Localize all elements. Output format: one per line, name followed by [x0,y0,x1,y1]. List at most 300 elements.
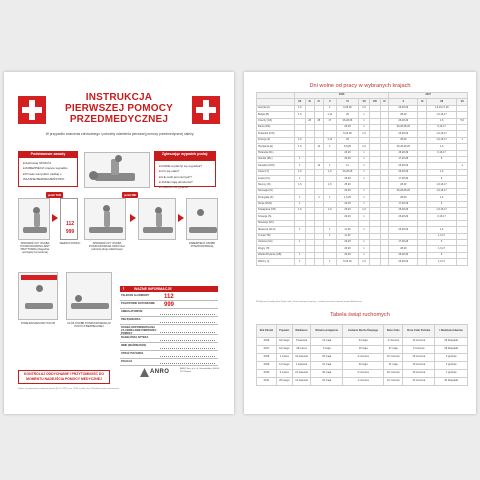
table-cell: 2031 [257,378,277,386]
table-cell: 3 grudnia [435,354,468,362]
company-logo [138,368,178,378]
info-label: POGOTOWIE RATUNKOWE [121,302,155,305]
country-cell: Francja (F) [257,137,295,143]
info-label: NAJBLIŻSZA APTEKA [121,336,149,339]
table-cell: 1,6 [359,131,370,137]
table-cell: 26,28,29 [389,169,418,175]
table-cell: 1 [359,246,370,252]
table-cell: 26,28 [336,176,359,182]
table-column-header: XI [418,99,426,105]
table-cell: 1,6 [426,144,457,150]
table-cell: 1,6 [295,182,306,188]
table-cell: 9 czerwca [343,370,384,378]
table-cell: 2027 [257,346,277,354]
table-cell: 1,6,25 [336,195,359,201]
logo-text: ANRO [150,369,170,375]
table-cell: 1 [359,176,370,182]
table-cell: 2028 [257,354,277,362]
info-row [120,359,218,366]
table-cell: 1 [359,201,370,207]
table-cell: 1 [359,252,370,258]
table-cell: 1 [359,124,370,130]
poster-title-line: PRZEDMEDYCZNEJ [69,114,169,125]
table-cell: 1,6,16,17 [426,182,457,188]
table-cell: 14 czerwca [403,338,435,346]
info-row [120,351,218,359]
table-cell: 17,28,29 [389,201,418,207]
table-cell: 1 [359,112,370,118]
info-row [120,325,218,335]
table-cell: 1,6 [359,259,370,265]
table-cell: 1,6 [426,169,457,175]
table-cell: 26,28,28,29 [389,124,418,130]
table-cell: 12 czerwca [384,378,403,386]
table-cell: 26,28,29 [389,163,418,169]
country-cell: Finlandia (FIN) [257,131,295,137]
table-cell: 1,6 [295,105,306,111]
table-cell: 21 kwietnia [292,370,311,378]
table-column-header: III [305,99,314,105]
table-cell: 26,28,29 [389,105,418,111]
table-cell: 10 maja [311,362,343,370]
yes-tag: jeżeli TAK [48,193,62,197]
call-item: ■ JAKIE mają obrażenia? [159,180,212,185]
table-cell: 1,6 [295,112,306,118]
table-cell: 1 [457,137,468,143]
table-column-header: VII [359,99,370,105]
country-cell: Dania (DK) [257,124,295,130]
table-cell: 25 maja [311,354,343,362]
table-row [257,370,468,378]
table-cell: 1,6,17 [426,246,457,252]
table-cell: 1 [295,239,306,245]
table-row [257,354,468,362]
year-header: 2027 [389,93,468,99]
first-aid-poster-page [4,72,234,414]
table-cell: 14 maja [311,338,343,346]
table-cell: 5 kwietnia [292,338,311,346]
table-cell: 12 [314,144,323,150]
table-cell: 2030 [257,370,277,378]
poster-footnote: Oprac. na podstawie przepisów prawa (Dz.U. 2022, poz. 2045 z późn. zm.) Wszelkie prawa zastrzeżone [18,388,120,390]
info-label: STRAŻ POŻARNA [121,352,144,355]
table-cell: 22 czerwca [403,378,435,386]
table-cell: 26,28,29 [389,118,418,124]
table-column-header: VI [336,99,359,105]
step-caption: SPRAWDŹ CZY OSOBA POSZKODOWANA JEST PRZYTOMNA (złagodnie potrząśnij za ramiona) [20,242,50,255]
table-cell: 1 [295,259,306,265]
table-cell: 1 [359,227,370,233]
table-column-header: Wniebo-wstąpienie [311,325,343,338]
step-scene [18,198,50,240]
table-cell: 31 maja [384,362,403,370]
table-cell: 10 czerwca [403,362,435,370]
table-cell: 24,25,26 [336,169,359,175]
call-item: ■ CZEKAJ na pytania! [159,185,212,190]
table-cell: 26,28 [336,252,359,258]
info-row [120,343,218,351]
table-cell: 16 kwietnia [292,354,311,362]
table-cell: 1,6,16,17 [426,188,457,194]
first-aid-cross-icon [192,96,220,124]
table-cell: 16 maja [343,346,384,354]
table-cell: 1,6 [295,137,306,143]
table-cell: 30 czerwca [403,370,435,378]
table-cell: 6 marca [276,370,292,378]
company-address: ANRO Sp.z o.o. ul. Grunwaldzka 1/A 84-220 Bojano [180,368,220,373]
table-cell: 1 [359,118,370,124]
table-cell: 1,6,16,17 [426,112,457,118]
table-cell: 1 [323,259,336,265]
table-column-header: I/II [295,99,306,105]
table-cell: 12 [314,163,323,169]
table-row [257,378,468,386]
table-row [257,362,468,370]
table-cell: 1,6 [295,144,306,150]
table-cell: 26,28,29 [389,214,418,220]
holidays-table [256,92,468,266]
holidays-table-title: Dni wolne od pracy w wybranych krajach [309,83,411,89]
table-cell: 1 [323,163,336,169]
info-row [120,293,218,301]
table-cell: 1 [359,163,370,169]
table-cell: 1,6,16,17,29 [426,105,457,111]
table-cell [314,259,323,265]
warning-banner: KONTROLUJ ODDYCHANIE I PRZYTOMNOŚĆ DO MOMENTU NADEJŚCIA POMOCY MEDYCZNEJ [18,370,110,384]
table-cell: 26,28,29 [389,150,418,156]
table-cell: 1,6 [359,144,370,150]
arrow-right-icon [52,214,58,222]
table-cell: 26,28,29 [389,131,418,137]
arrow-right-icon [130,214,136,222]
call-item: ■ ILE osób jest rannych? [159,175,212,180]
lower-caption: PODEJMIJ RESUSCYTACJĘ [20,322,56,325]
info-label: AMBULATORIUM [121,310,143,313]
table-cell: 1 marca [276,354,292,362]
country-cell: Węgry (H) [257,246,295,252]
table-cell: 1,6 [426,227,457,233]
emergency-number: 112 [65,221,75,227]
country-cell: Litwa (LT) [257,169,295,175]
table-cell: 15 czerwca [384,354,403,362]
step-scene [186,198,218,240]
table-cell: 28,29 [389,137,418,143]
country-cell: Szwajcaria (CH) [257,208,295,214]
table-cell: 13 kwietnia [292,378,311,386]
info-label: OSOBA ODPOWIEDZIALNA ZA UDZIELANIE PIERWSZEJ POMOCY [121,326,157,335]
step-scene [84,198,126,240]
table-cell [369,259,380,265]
table-cell: 1,6 [359,105,370,111]
table-column-header: XII [426,99,457,105]
table-cell: 26,28,26 [336,118,359,124]
table-cell: 26,28 [336,214,359,220]
poster-title [50,92,188,125]
table-cell [305,259,314,265]
table-cell: 1,6,17 [426,233,457,239]
table-cell: 25 czerwca [403,354,435,362]
info-row [120,317,218,325]
table-cell: 20 czerwca [384,370,403,378]
table-cell: 26 lutego [276,378,292,386]
table-cell: 28,29 [389,246,418,252]
table-cell: 26,28,29 [389,208,418,214]
table-cell: 4 czerwca [343,354,384,362]
country-cell: Belgia (B) [257,112,295,118]
rule-item: ■ ZABEZPIECZ miejsce wypadku [23,166,74,171]
step-caption: WEZWIJ POMOC [59,242,81,245]
table-column-header: Wielkanoc [292,325,311,338]
table-cell: 1 [295,156,306,162]
table-cell: 1 [323,233,336,239]
table-cell: 2 grudnia [435,362,468,370]
country-cell: Norwegia (N) [257,188,295,194]
table-cell: 26,28 [336,246,359,252]
table-cell: 6 czerwca [403,346,435,354]
call-heading: Zgłaszając wypadek podaj: [154,151,216,160]
table-cell: 26,28,29 [389,259,418,265]
table-cell: 1,11 [323,112,336,118]
year-header: 2026 [295,93,389,99]
table-column-header: Popielec [276,325,292,338]
table-cell: 10 lutego [276,346,292,354]
table-cell: 18 lutego [276,338,292,346]
table-cell: 28,29 [389,182,418,188]
table-cell: 1 [359,239,370,245]
table-cell: 1 czerwca [343,378,384,386]
country-cell: Słowenia (SLO) [257,227,295,233]
table-cell: 1,6,17 [426,259,457,265]
table-cell: 1,6 [323,208,336,214]
table-cell: 25,26 [336,182,359,188]
table-cell: 17,28,29 [389,239,418,245]
table-cell: 6 [426,201,457,207]
table-cell: 1 kwietnia [292,362,311,370]
illustration-scene [84,152,150,188]
table-cell: 2026 [257,338,277,346]
table-cell: 1 [295,201,306,207]
table-cell: 1 [295,163,306,169]
table-cell: 26,28,29 [389,252,418,258]
table-cell: 17,26,28 [389,156,418,162]
table-cell: 6 [426,239,457,245]
table-cell: 30 listopada [435,378,468,386]
table-cell: 1,6,16,17 [426,131,457,137]
table-cell: 6,25,26 [336,105,359,111]
table-cell: 14 lutego [276,362,292,370]
table-cell: 1 [295,252,306,258]
country-cell: Rosja (RUS) [257,201,295,207]
table-column-header: I Niedziela Adwentu [435,325,468,338]
table-cell: 1 [323,195,336,201]
table-cell [380,259,388,265]
table-cell: 26,28 [336,150,359,156]
table-cell: 6 [426,176,457,182]
table-column-header: Zesłanie Ducha Świętego [343,325,384,338]
country-cell: Słowacja (SK) [257,220,295,226]
no-tag: jeżeli NIE [124,193,137,197]
step-scene [66,272,112,320]
arrow-right-icon [178,214,184,222]
table-cell: 2029 [257,362,277,370]
table-cell: 1 [359,195,370,201]
table-row [257,346,468,354]
table-cell: 1,6 [426,118,457,124]
table-cell: 28,29 [389,112,418,118]
info-row [120,309,218,317]
table-row [257,338,468,346]
country-cell: Ukraina (UA) [257,239,295,245]
table-cell: 26,28 [336,201,359,207]
call-item: ■ CO się stało? [159,169,212,174]
table-column-header: IX [380,99,388,105]
country-cell: Niemcy (D) [257,182,295,188]
table-cell: 4 czerwca [384,338,403,346]
step-caption: SPRAWDŹ CZY OSOBA POSZKODOWANA ODDYCHA (udrożnij drogi oddechowe) [89,242,125,252]
table-cell: 1,6 [323,182,336,188]
country-cell: Łotwa (LV) [257,176,295,182]
step-scene [138,198,176,240]
holidays-table-note: W Wykazach zostały tylko Święta stałe, Dniami wolnymi od pracy – zostały oznaczone również święta Wielkanocne [256,301,363,303]
table-cell: 24 maja [343,338,384,346]
table-cell: 1,6 [359,208,370,214]
country-cell: Szwecja (S) [257,214,295,220]
country-cell: Irlandia (IRL) [257,156,295,162]
country-cell: Austria (A) [257,105,295,111]
table-cell: 6,16,17 [426,150,457,156]
table-cell: 1 grudnia [435,370,468,378]
table-cell: 26,28,29 [389,227,418,233]
table-cell: 1,6 [323,169,336,175]
table-cell: 1 [359,214,370,220]
table-cell: 1,6 [295,169,306,175]
first-aid-cross-icon [18,96,46,124]
rule-item: ■ Zachowaj SPOKÓJ [23,161,74,166]
table-cell: 1 [323,144,336,150]
table-cell: 1,6 [295,208,306,214]
table-cell: 26,28,28,29 [389,188,418,194]
rules-box [18,157,78,187]
table-cell: 28 listopada [435,346,468,354]
poster-title-line: PIERWSZEJ POMOCY [64,103,174,114]
movable-feasts-table [256,324,468,386]
info-value: 112 [164,293,174,300]
info-label: INNE (WAŻNIEJSZE) [121,344,147,347]
rule-item: ■ Przede wszystkim zadbaj o WŁASNE BEZPIECZEŃSTWO [23,172,74,183]
country-cell: Kanada (CDN) [257,163,295,169]
rules-heading: Podstawowe zasady [18,151,78,157]
poster-title-line: INSTRUKCJA [85,92,153,103]
table-header-row [257,325,468,338]
table-cell: 6,8,25 [336,144,359,150]
table-cell: 6,25,26 [336,259,359,265]
table-cell: 1 [359,188,370,194]
info-label: POLICJA [121,360,133,363]
table-cell: 28,29 [389,195,418,201]
table-cell: 28 [314,118,323,124]
logo-icon [140,368,149,377]
table-cell: 22 maja [311,378,343,386]
poster-intro: W przypadku zdarzenia zdrowotnego i potrzeby udzielenia pierwszej pomocy przedmedycznej należy: [45,132,195,136]
table-cell: 17,28,29 [389,176,418,182]
table-cell: 17 [323,118,336,124]
country-cell: Hiszpania (E) [257,144,295,150]
table-cell: 28 marca [292,346,311,354]
table-cell: 6 [426,156,457,162]
country-cell: Holandia (NL) [257,150,295,156]
table-cell: 1 [295,176,306,182]
ambulance-number: 999 [65,229,75,235]
table-cell: 1 [457,163,468,169]
table-cell: 26,28 [336,156,359,162]
table-column-header: VIII [369,99,380,105]
table-column-header: Boże Ciało Pańskie [403,325,435,338]
table-cell: 6 [426,252,457,258]
country-cell: Włochy (I) [257,259,295,265]
country-cell: Turcja (TR) [257,233,295,239]
table-cell: 1 [359,169,370,175]
table-cell: 5,6 [457,118,468,124]
table-cell: 3 [314,195,323,201]
table-cell: 27 maja [384,346,403,354]
table-cell [418,259,426,265]
table-cell: 6,16,17 [426,124,457,130]
call-item: ■ GDZIE wydarzył się wypadek? [159,164,212,169]
country-cell: Wielka Brytania (GB) [257,252,295,258]
step-scene [18,272,58,320]
table-column-header: V [323,99,336,105]
info-label: PIELĘGNIARKA [121,318,141,321]
table-cell: 1 [359,156,370,162]
info-value: 999 [164,301,175,308]
table-cell: 1 [323,105,336,111]
table-cell: 1,6,16,17 [426,137,457,143]
table-cell [457,259,468,265]
step-caption: ZABEZPIECZ OSOBĘ POSZKODOWANĄ [189,242,215,249]
table-cell: 11,26 [336,227,359,233]
table-column-header: I/II [457,99,468,105]
table-cell: 25,26 [336,208,359,214]
country-cell: Czechy (CZ) [257,118,295,124]
table-row [257,259,468,265]
info-label: TELEFON ALARMOWY [121,294,150,297]
table-cell: 25 [336,112,359,118]
table-cell: 1 [359,150,370,156]
table-cell: 25 [336,137,359,143]
country-cell: Portugalia (P) [257,195,295,201]
table-cell: 6,26,28 [336,131,359,137]
table-cell: 1 [323,227,336,233]
table-cell: 29 listopada [435,338,468,346]
table-cell: 1,6 [426,195,457,201]
table-cell: 6,16,17 [426,214,457,220]
table-cell: 11,26 [336,233,359,239]
table-cell: 26,28 [336,239,359,245]
table-column-header: IV [314,99,323,105]
table-column-header: X [389,99,418,105]
table-cell: 20 maja [343,362,384,370]
lower-caption: UŁÓŻ OSOBĘ POSZKODOWANĄ W POZYCJI BEZPIECZNEJ [67,322,111,329]
table-cell: 28 [305,118,314,124]
table-cell: 11 [336,163,359,169]
call-info-box [154,160,216,190]
movable-feasts-title: Tabela świąt ruchomych [330,312,390,318]
holidays-page [244,72,476,414]
table-cell: 1 [295,227,306,233]
info-row [120,301,218,309]
table-column-header: Boże Ciało [384,325,403,338]
table-cell: 26,28 [336,188,359,194]
